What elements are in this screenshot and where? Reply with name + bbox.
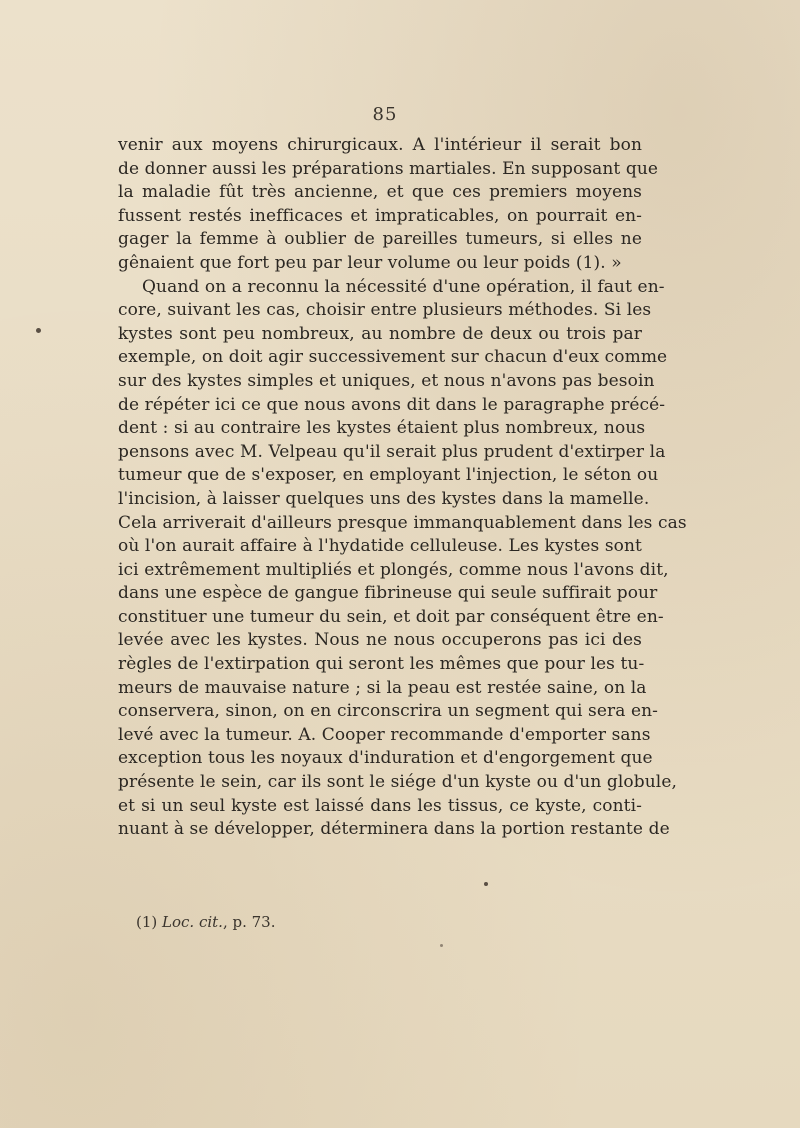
text-line: Cela arriverait d'ailleurs presque immanquablement dans les cas <box>118 512 687 533</box>
footnote-page: , p. 73. <box>222 913 276 931</box>
text-line: de répéter ici ce que nous avons dit dans le paragraphe précé- <box>118 394 666 415</box>
text-line: présente le sein, car ils sont le siége d'un kyste ou d'un globule, <box>118 772 677 793</box>
footnote-reference: Loc. cit. <box>162 913 223 931</box>
text-line: gênaient que fort peu par leur volume ou leur poids (1). » <box>118 252 622 273</box>
text-line: gager la femme à oublier de pareilles tumeurs, si elles ne <box>118 229 642 250</box>
text-line: dans une espèce de gangue fibrineuse qui seule suffirait pour <box>118 583 658 604</box>
text-line: meurs de mauvaise nature ; si la peau est restée saine, on la <box>118 677 647 698</box>
footnote-number: (1) <box>136 913 158 931</box>
paragraph-start: Quand on a reconnu la nécessité d'une opération, il faut en- <box>142 276 665 297</box>
text-line: règles de l'extirpation qui seront les mêmes que pour les tu- <box>118 654 645 675</box>
text-line: levée avec les kystes. Nous ne nous occuperons pas ici des <box>118 630 642 651</box>
text-line: levé avec la tumeur. A. Cooper recommande d'emporter sans <box>118 724 651 745</box>
text-line: tumeur que de s'exposer, en employant l'injection, le séton ou <box>118 465 659 486</box>
text-line: de donner aussi les préparations martiales. En supposant que <box>118 158 659 179</box>
body-text <box>118 134 687 842</box>
text-line: et si un seul kyste est laissé dans les tissus, ce kyste, conti- <box>118 795 642 816</box>
paper-speck <box>484 882 488 886</box>
text-line: fussent restés inefficaces et impraticables, on pourrait en- <box>118 205 642 226</box>
text-line: venir aux moyens chirurgicaux. A l'intérieur il serait bon <box>118 135 642 155</box>
footnote <box>136 913 276 931</box>
text-line: ici extrêmement multipliés et plongés, comme nous l'avons dit, <box>118 559 669 580</box>
text-line: pensons avec M. Velpeau qu'il serait plus prudent d'extirper la <box>118 441 666 462</box>
text-line: conservera, sinon, on en circonscrira un segment qui sera en- <box>118 701 659 722</box>
text-line: core, suivant les cas, choisir entre plusieurs méthodes. Si les <box>118 300 652 321</box>
text-line: kystes sont peu nombreux, au nombre de deux ou trois par <box>118 323 642 344</box>
paper-speck <box>440 944 443 947</box>
text-line: exemple, on doit agir successivement sur chacun d'eux comme <box>118 347 668 368</box>
text-line: la maladie fût très ancienne, et que ces premiers moyens <box>118 182 642 203</box>
page-number: 85 <box>372 104 398 125</box>
text-line: constituer une tumeur du sein, et doit par conséquent être en- <box>118 606 664 627</box>
text-line: nuant à se développer, déterminera dans la portion restante de <box>118 819 670 840</box>
text-line: exception tous les noyaux d'induration et d'engorgement que <box>118 748 653 769</box>
paper-speck <box>36 328 41 333</box>
text-line: dent : si au contraire les kystes étaient plus nombreux, nous <box>118 418 646 439</box>
text-line: sur des kystes simples et uniques, et nous n'avons pas besoin <box>118 370 655 391</box>
text-line: l'incision, à laisser quelques uns des kystes dans la mamelle. <box>118 488 650 509</box>
text-line: où l'on aurait affaire à l'hydatide celluleuse. Les kystes sont <box>118 536 642 557</box>
